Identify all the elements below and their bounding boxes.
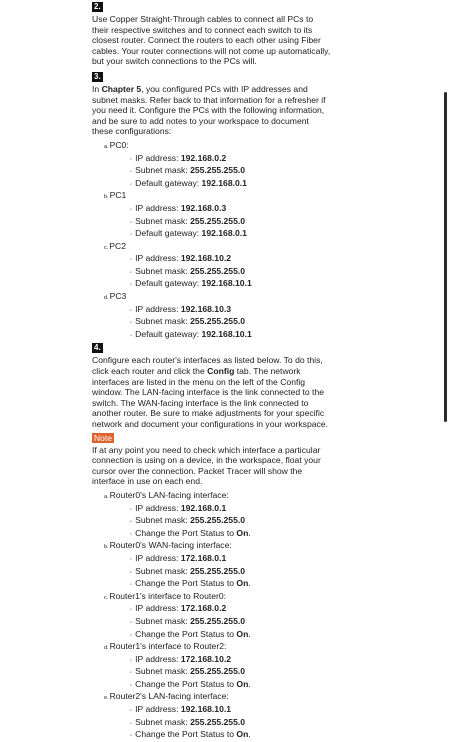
bullet-icon: ◦ bbox=[130, 169, 133, 176]
port-value: On bbox=[236, 578, 249, 589]
port-value: On bbox=[236, 729, 249, 740]
ip-value: 192.168.10.2 bbox=[180, 253, 232, 264]
port-label: Change the Port Status to bbox=[135, 628, 237, 639]
port-label: Change the Port Status to bbox=[135, 729, 237, 740]
step-2-text: Use Copper Straight-Through cables to connect all PCs to their respective switches and to connect each switch to its closest router. Connect the routers to each other using Fiber cables. Your router connections will not come up automatically, but your switch connections to the PCs will. bbox=[92, 14, 331, 67]
list-marker: b. bbox=[104, 194, 109, 201]
list-marker: a. bbox=[104, 143, 109, 150]
mask-value: 255.255.255.0 bbox=[190, 716, 246, 727]
config-tab-bold: Config bbox=[207, 366, 235, 377]
port-line bbox=[130, 729, 432, 742]
mask-label: Subnet mask: bbox=[135, 316, 191, 327]
interface-config bbox=[104, 704, 432, 742]
port-end: . bbox=[248, 628, 251, 639]
list-marker: d. bbox=[104, 645, 109, 652]
mask-line bbox=[130, 165, 432, 178]
ip-label: IP address: bbox=[135, 653, 181, 664]
port-line bbox=[130, 578, 432, 591]
interface-list bbox=[92, 490, 432, 742]
ip-line bbox=[130, 704, 432, 717]
port-label: Change the Port Status to bbox=[135, 578, 237, 589]
mask-label: Subnet mask: bbox=[135, 265, 191, 276]
bullet-icon: ◦ bbox=[130, 733, 133, 740]
bullet-icon: ◦ bbox=[130, 708, 133, 715]
bullet-icon: ◦ bbox=[130, 619, 133, 626]
pc-item bbox=[104, 241, 432, 291]
port-end: . bbox=[248, 729, 251, 740]
ip-label: IP address: bbox=[135, 152, 181, 163]
bullet-icon: ◦ bbox=[130, 531, 133, 538]
step-4-text bbox=[92, 355, 332, 429]
interface-label: Router1's interface to Router0: bbox=[109, 590, 227, 601]
interface-item bbox=[104, 691, 432, 741]
ip-line bbox=[130, 153, 432, 166]
gateway-line bbox=[130, 329, 432, 342]
port-value: On bbox=[236, 628, 249, 639]
list-marker: d. bbox=[104, 295, 109, 302]
mask-line bbox=[130, 717, 432, 730]
pc-item bbox=[104, 140, 432, 190]
port-line bbox=[130, 629, 432, 642]
bullet-icon: ◦ bbox=[130, 320, 133, 327]
pc-config bbox=[104, 203, 432, 241]
step-4-badge: 4. bbox=[94, 343, 101, 353]
mask-value: 255.255.255.0 bbox=[190, 265, 246, 276]
mask-line bbox=[130, 666, 432, 679]
step-2-badge: 2. bbox=[94, 2, 101, 11]
ip-value: 172.168.0.1 bbox=[180, 552, 227, 563]
bullet-icon: ◦ bbox=[130, 282, 133, 289]
pc-item bbox=[104, 291, 432, 341]
interface-label: Router2's LAN-facing interface: bbox=[109, 691, 229, 702]
mask-value: 255.255.255.0 bbox=[190, 565, 246, 576]
list-marker: a. bbox=[104, 493, 109, 500]
gateway-value: 192.168.0.1 bbox=[201, 228, 247, 239]
port-end: . bbox=[248, 578, 251, 589]
interface-item bbox=[104, 490, 432, 540]
note-text: If at any point you need to check which interface a particular connection is using on a device, in the workspace, float your cursor over the connection. Packet Tracer will show the interface in use on each end. bbox=[92, 444, 321, 487]
ip-value: 192.168.0.2 bbox=[180, 152, 227, 163]
interface-item bbox=[104, 591, 432, 641]
port-end: . bbox=[248, 678, 251, 689]
mask-value: 255.255.255.0 bbox=[190, 615, 246, 626]
pc-name bbox=[104, 291, 432, 304]
bullet-icon: ◦ bbox=[130, 607, 133, 614]
step-3-badge: 3. bbox=[94, 71, 101, 81]
bullet-icon: ◦ bbox=[130, 307, 133, 314]
ip-label: IP address: bbox=[135, 552, 181, 563]
port-value: On bbox=[236, 527, 249, 538]
interface-config bbox=[104, 553, 432, 591]
interface-name bbox=[104, 591, 432, 604]
gateway-value: 192.168.0.1 bbox=[201, 177, 247, 188]
step-3-intro bbox=[92, 84, 332, 137]
ip-line bbox=[130, 253, 432, 266]
list-marker: e. bbox=[104, 695, 109, 702]
gateway-label: Default gateway: bbox=[135, 278, 202, 289]
bullet-icon: ◦ bbox=[130, 232, 133, 239]
pc-name bbox=[104, 140, 432, 153]
mask-label: Subnet mask: bbox=[135, 565, 191, 576]
gateway-value: 192.168.10.1 bbox=[201, 278, 252, 289]
pc-label: PC2 bbox=[109, 240, 126, 251]
bullet-icon: ◦ bbox=[130, 682, 133, 689]
mask-line bbox=[130, 616, 432, 629]
pc-config bbox=[104, 304, 432, 342]
pc-list bbox=[92, 140, 432, 342]
mask-value: 255.255.255.0 bbox=[190, 215, 246, 226]
interface-name bbox=[104, 490, 432, 503]
gateway-label: Default gateway: bbox=[135, 177, 202, 188]
intro-text: , you configured PCs with IP addresses and subnet masks. Refer back to that information for a refresher if you need it. Configure the PCs with the following information, and be sure to add notes to your workspace to document these configurations: bbox=[92, 83, 326, 137]
pc-name bbox=[104, 190, 432, 203]
ip-label: IP address: bbox=[135, 502, 181, 513]
ip-label: IP address: bbox=[135, 202, 181, 213]
bullet-icon: ◦ bbox=[130, 257, 133, 264]
mask-value: 255.255.255.0 bbox=[190, 316, 246, 327]
mask-line bbox=[130, 316, 432, 329]
bullet-icon: ◦ bbox=[130, 657, 133, 664]
ip-line bbox=[130, 203, 432, 216]
bullet-icon: ◦ bbox=[130, 632, 133, 639]
pc-label: PC1 bbox=[109, 190, 127, 201]
note-badge: Note bbox=[94, 432, 112, 443]
ip-value: 172.168.10.2 bbox=[180, 653, 232, 664]
interface-name bbox=[104, 641, 432, 654]
interface-config bbox=[104, 503, 432, 541]
bullet-icon: ◦ bbox=[130, 670, 133, 677]
mask-label: Subnet mask: bbox=[135, 666, 191, 677]
ip-value: 192.168.0.3 bbox=[180, 202, 227, 213]
step-4-text-a: Configure each router's interfaces as listed below. To do this, click each router and click the bbox=[92, 355, 323, 377]
intro-bold: Chapter 5 bbox=[101, 83, 142, 94]
interface-config bbox=[104, 654, 432, 692]
gateway-label: Default gateway: bbox=[135, 228, 202, 239]
list-marker: c. bbox=[104, 594, 109, 601]
ip-line bbox=[130, 503, 432, 516]
mask-label: Subnet mask: bbox=[135, 215, 191, 226]
mask-label: Subnet mask: bbox=[135, 515, 191, 526]
ip-label: IP address: bbox=[135, 303, 181, 314]
interface-label: Router1's interface to Router2: bbox=[109, 641, 227, 652]
bullet-icon: ◦ bbox=[130, 156, 133, 163]
pc-config bbox=[104, 253, 432, 291]
pc-item bbox=[104, 190, 432, 240]
port-value: On bbox=[236, 678, 249, 689]
port-line bbox=[130, 528, 432, 541]
mask-label: Subnet mask: bbox=[135, 165, 191, 176]
step-4-text-b: tab. The network interfaces are listed in the menu on the left of the Config window. The LAN-facing interface is the link connected to the switch. The WAN-facing interface is the link connected to another router. Be sure to make adjustments for your specific network and document your configurations in your workspace. bbox=[92, 366, 328, 429]
ip-label: IP address: bbox=[135, 603, 181, 614]
ip-line bbox=[130, 553, 432, 566]
ip-value: 192.168.10.1 bbox=[180, 704, 232, 715]
mask-line bbox=[130, 566, 432, 579]
bullet-icon: ◦ bbox=[130, 219, 133, 226]
gateway-label: Default gateway: bbox=[135, 328, 202, 339]
list-marker: b. bbox=[104, 544, 109, 551]
interface-item bbox=[104, 540, 432, 590]
ip-value: 172.168.0.2 bbox=[180, 603, 227, 614]
pc-config bbox=[104, 153, 432, 191]
step-2 bbox=[92, 0, 432, 67]
step-3 bbox=[92, 70, 432, 341]
vertical-scrollbar[interactable] bbox=[444, 92, 447, 422]
pc-label: PC3 bbox=[109, 291, 127, 302]
ip-label: IP address: bbox=[135, 704, 181, 715]
ip-line bbox=[130, 603, 432, 616]
interface-label: Router0's WAN-facing interface: bbox=[109, 540, 232, 551]
mask-line bbox=[130, 515, 432, 528]
pc-label: PC0: bbox=[109, 139, 129, 150]
mask-value: 255.255.255.0 bbox=[190, 515, 246, 526]
port-label: Change the Port Status to bbox=[135, 678, 237, 689]
mask-line bbox=[130, 216, 432, 229]
bullet-icon: ◦ bbox=[130, 569, 133, 576]
bullet-icon: ◦ bbox=[130, 269, 133, 276]
bullet-icon: ◦ bbox=[130, 720, 133, 727]
intro-text: In bbox=[92, 83, 102, 94]
step-4 bbox=[92, 341, 432, 741]
ip-value: 192.168.10.3 bbox=[180, 303, 232, 314]
document bbox=[92, 0, 432, 742]
gateway-line bbox=[130, 278, 432, 291]
bullet-icon: ◦ bbox=[130, 556, 133, 563]
mask-value: 255.255.255.0 bbox=[190, 666, 246, 677]
pc-name bbox=[104, 241, 432, 254]
gateway-line bbox=[130, 228, 432, 241]
bullet-icon: ◦ bbox=[130, 582, 133, 589]
gateway-value: 192.168.10.1 bbox=[201, 328, 252, 339]
ip-value: 192.168.0.1 bbox=[180, 502, 227, 513]
interface-label: Router0's LAN-facing interface: bbox=[109, 489, 229, 500]
bullet-icon: ◦ bbox=[130, 332, 133, 339]
mask-label: Subnet mask: bbox=[135, 615, 191, 626]
interface-name bbox=[104, 691, 432, 704]
interface-name bbox=[104, 540, 432, 553]
list-marker: c. bbox=[104, 244, 109, 251]
interface-item bbox=[104, 641, 432, 691]
ip-label: IP address: bbox=[135, 253, 181, 264]
mask-label: Subnet mask: bbox=[135, 716, 191, 727]
gateway-line bbox=[130, 178, 432, 191]
interface-config bbox=[104, 603, 432, 641]
ip-line bbox=[130, 654, 432, 667]
bullet-icon: ◦ bbox=[130, 519, 133, 526]
port-line bbox=[130, 679, 432, 692]
bullet-icon: ◦ bbox=[130, 506, 133, 513]
port-end: . bbox=[248, 527, 251, 538]
mask-value: 255.255.255.0 bbox=[190, 165, 246, 176]
ip-line bbox=[130, 304, 432, 317]
port-label: Change the Port Status to bbox=[135, 527, 237, 538]
mask-line bbox=[130, 266, 432, 279]
bullet-icon: ◦ bbox=[130, 206, 133, 213]
bullet-icon: ◦ bbox=[130, 181, 133, 188]
